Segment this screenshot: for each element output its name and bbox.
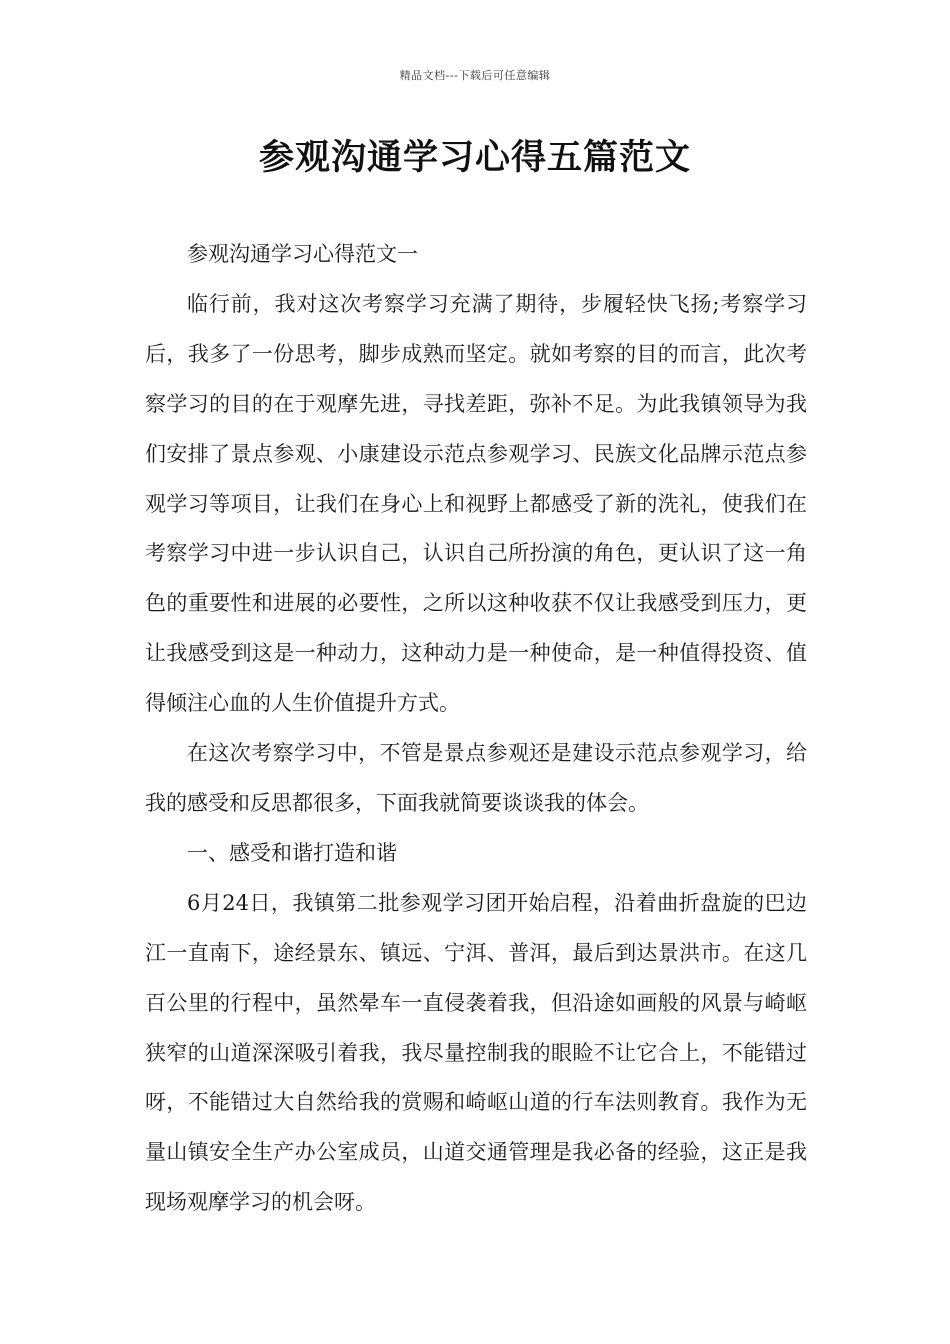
document-body: [145, 230, 807, 1228]
document-title: 参观沟通学习心得五篇范文: [258, 137, 691, 178]
body-paragraph: 6月24日，我镇第二批参观学习团开始启程，沿着曲折盘旋的巴边江一直南下，途经景东、镇远、宁洱、普洱，最后到达景洪市。在这几百公里的行程中，虽然晕车一直侵袭着我，但沿途如画般的风景与崎岖狭窄的山道深深吸引着我，我尽量控制我的眼睑不让它合上，不能错过呀，不能错过大自然给我的赏赐和崎岖山道的行车法则教育。我作为无量山镇安全生产办公室成员，山道交通管理是我必备的经验，这正是我现场观摩学习的机会呀。: [145, 890, 807, 1215]
body-paragraph: 临行前，我对这次考察学习充满了期待，步履轻快飞扬;考察学习后，我多了一份思考，脚步成熟而坚定。就如考察的目的而言，此次考察学习的目的在于观摩先进，寻找差距，弥补不足。为此我镇领导为我们安排了景点参观、小康建设示范点参观学习、民族文化品牌示范点参观学习等项目，让我们在身心上和视野上都感受了新的洗礼，使我们在考察学习中进一步认识自己，认识自己所扮演的角色，更认识了这一角色的重要性和进展的必要性，之所以这种收获不仅让我感受到压力，更让我感受到这是一种动力，这种动力是一种使命，是一种值得投资、值得倾注心血的人生价值提升方式。: [145, 291, 807, 716]
section-heading: 参观沟通学习心得范文一: [187, 242, 418, 266]
subsection-heading: 一、感受和谐打造和谐: [187, 840, 397, 865]
header-note: 精品文档---下载后可任意编辑: [399, 69, 551, 82]
body-paragraph: 在这次考察学习中，不管是景点参观还是建设示范点参观学习，给我的感受和反思都很多，下面我就简要谈谈我的体会。: [145, 741, 807, 815]
